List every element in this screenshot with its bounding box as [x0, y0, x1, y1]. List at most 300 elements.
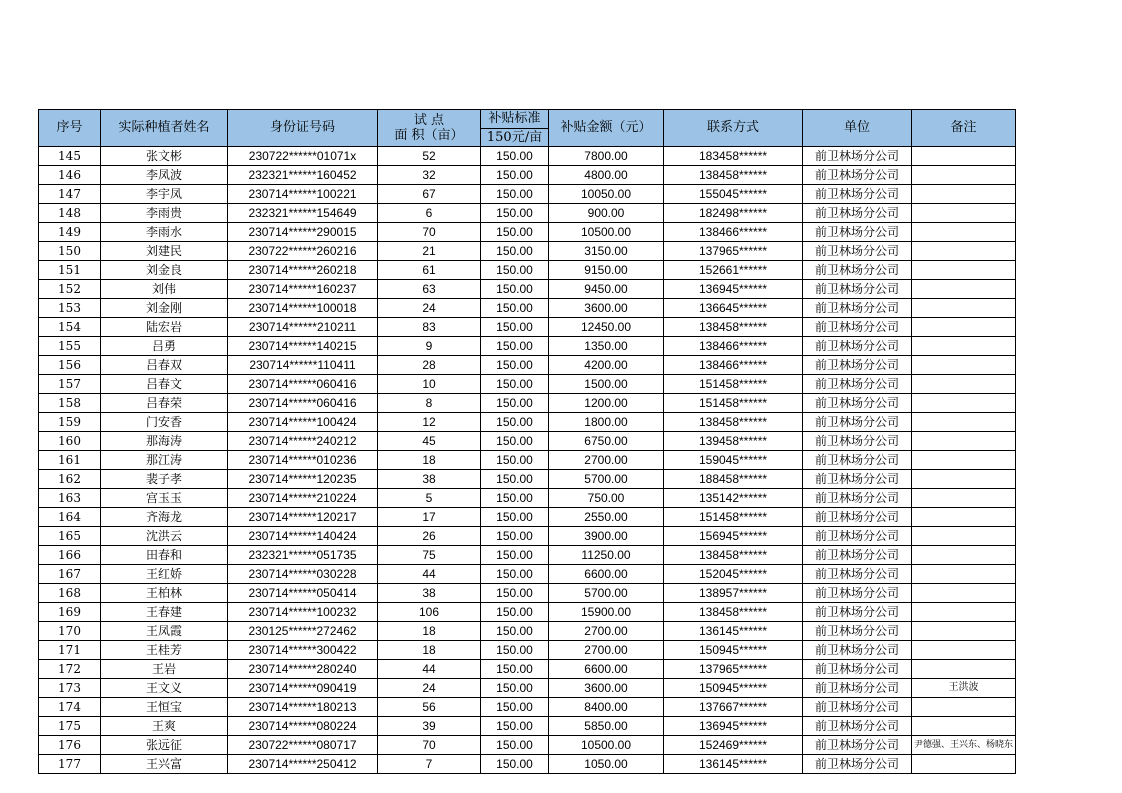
cell-area: 52 — [378, 147, 481, 166]
header-standard: 补贴标准 — [481, 110, 549, 129]
cell-standard: 150.00 — [481, 318, 549, 337]
table-row — [39, 489, 1016, 508]
cell-name: 王恒宝 — [101, 698, 228, 717]
cell-seq: 153 — [39, 299, 101, 318]
cell-name: 刘金良 — [101, 261, 228, 280]
cell-id: 230714******110411 — [228, 356, 378, 375]
cell-unit: 前卫林场分公司 — [803, 698, 912, 717]
cell-unit: 前卫林场分公司 — [803, 660, 912, 679]
table-row — [39, 603, 1016, 622]
cell-unit: 前卫林场分公司 — [803, 432, 912, 451]
cell-area: 28 — [378, 356, 481, 375]
cell-standard: 150.00 — [481, 204, 549, 223]
cell-phone: 159045****** — [664, 451, 803, 470]
cell-area: 44 — [378, 565, 481, 584]
table-row — [39, 698, 1016, 717]
cell-area: 18 — [378, 451, 481, 470]
cell-name: 王春建 — [101, 603, 228, 622]
table-row — [39, 565, 1016, 584]
table-row — [39, 679, 1016, 698]
cell-name: 李宇凤 — [101, 185, 228, 204]
cell-seq: 157 — [39, 375, 101, 394]
cell-amount: 1200.00 — [549, 394, 664, 413]
cell-unit: 前卫林场分公司 — [803, 223, 912, 242]
cell-name: 门安香 — [101, 413, 228, 432]
cell-phone: 136945****** — [664, 717, 803, 736]
cell-name: 吕春荣 — [101, 394, 228, 413]
cell-area: 45 — [378, 432, 481, 451]
cell-unit: 前卫林场分公司 — [803, 204, 912, 223]
cell-id: 230714******260218 — [228, 261, 378, 280]
cell-seq: 160 — [39, 432, 101, 451]
cell-standard: 150.00 — [481, 717, 549, 736]
cell-unit: 前卫林场分公司 — [803, 242, 912, 261]
table-row — [39, 318, 1016, 337]
cell-unit: 前卫林场分公司 — [803, 356, 912, 375]
cell-note — [912, 280, 1016, 299]
cell-area: 6 — [378, 204, 481, 223]
cell-note — [912, 432, 1016, 451]
cell-phone: 136645****** — [664, 299, 803, 318]
cell-area: 67 — [378, 185, 481, 204]
cell-standard: 150.00 — [481, 508, 549, 527]
cell-unit: 前卫林场分公司 — [803, 470, 912, 489]
table-row — [39, 755, 1016, 774]
cell-unit: 前卫林场分公司 — [803, 451, 912, 470]
cell-name: 宫玉玉 — [101, 489, 228, 508]
cell-unit: 前卫林场分公司 — [803, 280, 912, 299]
cell-name: 刘建民 — [101, 242, 228, 261]
cell-standard: 150.00 — [481, 280, 549, 299]
cell-note — [912, 470, 1016, 489]
cell-id: 230714******240212 — [228, 432, 378, 451]
cell-note — [912, 622, 1016, 641]
header-amount: 补贴金额（元） — [549, 110, 664, 147]
cell-seq: 164 — [39, 508, 101, 527]
cell-phone: 182498****** — [664, 204, 803, 223]
cell-standard: 150.00 — [481, 755, 549, 774]
cell-unit: 前卫林场分公司 — [803, 166, 912, 185]
cell-standard: 150.00 — [481, 489, 549, 508]
cell-phone: 138458****** — [664, 546, 803, 565]
table-row — [39, 299, 1016, 318]
header-unit: 单位 — [803, 110, 912, 147]
cell-id: 230722******01071x — [228, 147, 378, 166]
table-row — [39, 242, 1016, 261]
cell-standard: 150.00 — [481, 299, 549, 318]
cell-phone: 138458****** — [664, 318, 803, 337]
cell-seq: 150 — [39, 242, 101, 261]
table-row — [39, 508, 1016, 527]
cell-name: 王凤霞 — [101, 622, 228, 641]
cell-id: 230125******272462 — [228, 622, 378, 641]
cell-seq: 159 — [39, 413, 101, 432]
cell-id: 230714******140424 — [228, 527, 378, 546]
cell-area: 9 — [378, 337, 481, 356]
cell-amount: 3600.00 — [549, 679, 664, 698]
cell-amount: 6750.00 — [549, 432, 664, 451]
cell-area: 10 — [378, 375, 481, 394]
cell-name: 王兴富 — [101, 755, 228, 774]
cell-note — [912, 413, 1016, 432]
cell-phone: 151458****** — [664, 508, 803, 527]
cell-unit: 前卫林场分公司 — [803, 147, 912, 166]
cell-phone: 151458****** — [664, 375, 803, 394]
header-seq: 序号 — [39, 110, 101, 147]
cell-note — [912, 166, 1016, 185]
cell-name: 刘金刚 — [101, 299, 228, 318]
cell-standard: 150.00 — [481, 527, 549, 546]
table-row — [39, 413, 1016, 432]
cell-id: 230714******120235 — [228, 470, 378, 489]
cell-amount: 1800.00 — [549, 413, 664, 432]
cell-unit: 前卫林场分公司 — [803, 185, 912, 204]
cell-unit: 前卫林场分公司 — [803, 527, 912, 546]
cell-id: 232321******160452 — [228, 166, 378, 185]
cell-id: 230714******060416 — [228, 394, 378, 413]
table-header — [39, 110, 1016, 147]
header-contact: 联系方式 — [664, 110, 803, 147]
cell-unit: 前卫林场分公司 — [803, 736, 912, 755]
cell-phone: 136945****** — [664, 280, 803, 299]
cell-amount: 1350.00 — [549, 337, 664, 356]
cell-seq: 148 — [39, 204, 101, 223]
cell-note — [912, 755, 1016, 774]
cell-note — [912, 565, 1016, 584]
cell-seq: 175 — [39, 717, 101, 736]
table-row — [39, 356, 1016, 375]
cell-seq: 174 — [39, 698, 101, 717]
table-row — [39, 280, 1016, 299]
cell-standard: 150.00 — [481, 584, 549, 603]
cell-id: 230714******120217 — [228, 508, 378, 527]
cell-phone: 152661****** — [664, 261, 803, 280]
header-note: 备注 — [912, 110, 1016, 147]
cell-standard: 150.00 — [481, 451, 549, 470]
cell-name: 李雨贵 — [101, 204, 228, 223]
cell-standard: 150.00 — [481, 223, 549, 242]
cell-seq: 176 — [39, 736, 101, 755]
cell-area: 5 — [378, 489, 481, 508]
cell-note — [912, 147, 1016, 166]
cell-area: 44 — [378, 660, 481, 679]
table-row — [39, 736, 1016, 755]
cell-standard: 150.00 — [481, 698, 549, 717]
cell-name: 那江涛 — [101, 451, 228, 470]
cell-name: 齐海龙 — [101, 508, 228, 527]
cell-id: 230714******100018 — [228, 299, 378, 318]
cell-note: 尹德强、王兴东、杨晓东 — [912, 736, 1016, 755]
cell-standard: 150.00 — [481, 432, 549, 451]
table-row — [39, 185, 1016, 204]
cell-phone: 138458****** — [664, 166, 803, 185]
cell-seq: 173 — [39, 679, 101, 698]
header-standard-unit: 150元/亩 — [481, 129, 549, 147]
cell-id: 230722******080717 — [228, 736, 378, 755]
cell-note — [912, 489, 1016, 508]
cell-phone: 136145****** — [664, 755, 803, 774]
cell-amount: 5700.00 — [549, 584, 664, 603]
cell-name: 吕春双 — [101, 356, 228, 375]
cell-area: 24 — [378, 299, 481, 318]
cell-seq: 165 — [39, 527, 101, 546]
cell-name: 陆宏岩 — [101, 318, 228, 337]
cell-note — [912, 546, 1016, 565]
cell-amount: 10500.00 — [549, 223, 664, 242]
cell-amount: 12450.00 — [549, 318, 664, 337]
table-row — [39, 166, 1016, 185]
cell-note — [912, 242, 1016, 261]
cell-amount: 2700.00 — [549, 622, 664, 641]
cell-unit: 前卫林场分公司 — [803, 394, 912, 413]
cell-note — [912, 641, 1016, 660]
cell-phone: 138466****** — [664, 356, 803, 375]
subsidy-table — [38, 109, 1016, 774]
cell-phone: 156945****** — [664, 527, 803, 546]
table-row — [39, 546, 1016, 565]
cell-phone: 137667****** — [664, 698, 803, 717]
cell-phone: 138458****** — [664, 413, 803, 432]
cell-id: 230714******290015 — [228, 223, 378, 242]
cell-name: 吕勇 — [101, 337, 228, 356]
cell-note — [912, 527, 1016, 546]
cell-standard: 150.00 — [481, 603, 549, 622]
cell-name: 王岩 — [101, 660, 228, 679]
cell-amount: 2700.00 — [549, 641, 664, 660]
cell-phone: 152045****** — [664, 565, 803, 584]
cell-phone: 137965****** — [664, 242, 803, 261]
table-row — [39, 223, 1016, 242]
cell-name: 田春和 — [101, 546, 228, 565]
cell-note — [912, 261, 1016, 280]
cell-area: 56 — [378, 698, 481, 717]
cell-amount: 3150.00 — [549, 242, 664, 261]
cell-phone: 138466****** — [664, 223, 803, 242]
cell-standard: 150.00 — [481, 565, 549, 584]
cell-name: 吕春文 — [101, 375, 228, 394]
cell-phone: 151458****** — [664, 394, 803, 413]
cell-note — [912, 356, 1016, 375]
cell-standard: 150.00 — [481, 185, 549, 204]
cell-area: 38 — [378, 584, 481, 603]
cell-seq: 170 — [39, 622, 101, 641]
cell-seq: 168 — [39, 584, 101, 603]
cell-id: 232321******154649 — [228, 204, 378, 223]
cell-amount: 3600.00 — [549, 299, 664, 318]
table-row — [39, 432, 1016, 451]
cell-unit: 前卫林场分公司 — [803, 546, 912, 565]
cell-id: 230714******160237 — [228, 280, 378, 299]
cell-phone: 150945****** — [664, 679, 803, 698]
cell-name: 李雨水 — [101, 223, 228, 242]
cell-seq: 172 — [39, 660, 101, 679]
cell-name: 裴子孝 — [101, 470, 228, 489]
cell-area: 39 — [378, 717, 481, 736]
cell-amount: 750.00 — [549, 489, 664, 508]
cell-standard: 150.00 — [481, 375, 549, 394]
cell-phone: 188458****** — [664, 470, 803, 489]
cell-unit: 前卫林场分公司 — [803, 489, 912, 508]
cell-amount: 8400.00 — [549, 698, 664, 717]
cell-unit: 前卫林场分公司 — [803, 622, 912, 641]
cell-standard: 150.00 — [481, 660, 549, 679]
cell-id: 230714******280240 — [228, 660, 378, 679]
cell-area: 24 — [378, 679, 481, 698]
cell-seq: 158 — [39, 394, 101, 413]
cell-area: 8 — [378, 394, 481, 413]
cell-amount: 9450.00 — [549, 280, 664, 299]
cell-unit: 前卫林场分公司 — [803, 603, 912, 622]
table-row — [39, 394, 1016, 413]
cell-id: 230714******080224 — [228, 717, 378, 736]
cell-amount: 7800.00 — [549, 147, 664, 166]
cell-phone: 138957****** — [664, 584, 803, 603]
cell-phone: 138466****** — [664, 337, 803, 356]
cell-note — [912, 584, 1016, 603]
cell-standard: 150.00 — [481, 736, 549, 755]
cell-standard: 150.00 — [481, 166, 549, 185]
cell-amount: 4800.00 — [549, 166, 664, 185]
cell-note — [912, 451, 1016, 470]
cell-name: 王爽 — [101, 717, 228, 736]
cell-seq: 154 — [39, 318, 101, 337]
cell-phone: 136145****** — [664, 622, 803, 641]
table-body — [39, 147, 1016, 774]
cell-name: 刘伟 — [101, 280, 228, 299]
cell-amount: 1050.00 — [549, 755, 664, 774]
cell-amount: 11250.00 — [549, 546, 664, 565]
cell-area: 83 — [378, 318, 481, 337]
cell-note — [912, 223, 1016, 242]
cell-id: 230714******210211 — [228, 318, 378, 337]
cell-name: 李凤波 — [101, 166, 228, 185]
cell-amount: 4200.00 — [549, 356, 664, 375]
cell-seq: 171 — [39, 641, 101, 660]
cell-id: 230714******010236 — [228, 451, 378, 470]
cell-standard: 150.00 — [481, 242, 549, 261]
cell-seq: 167 — [39, 565, 101, 584]
cell-area: 70 — [378, 736, 481, 755]
cell-seq: 146 — [39, 166, 101, 185]
cell-id: 230714******180213 — [228, 698, 378, 717]
cell-seq: 161 — [39, 451, 101, 470]
cell-area: 17 — [378, 508, 481, 527]
cell-area: 106 — [378, 603, 481, 622]
cell-note — [912, 318, 1016, 337]
cell-area: 18 — [378, 641, 481, 660]
table-row — [39, 375, 1016, 394]
cell-area: 32 — [378, 166, 481, 185]
cell-name: 王红娇 — [101, 565, 228, 584]
cell-name: 张远征 — [101, 736, 228, 755]
cell-standard: 150.00 — [481, 356, 549, 375]
cell-unit: 前卫林场分公司 — [803, 508, 912, 527]
cell-id: 230714******100424 — [228, 413, 378, 432]
cell-id: 230714******140215 — [228, 337, 378, 356]
header-id: 身份证号码 — [228, 110, 378, 147]
cell-seq: 166 — [39, 546, 101, 565]
cell-seq: 169 — [39, 603, 101, 622]
cell-area: 7 — [378, 755, 481, 774]
cell-standard: 150.00 — [481, 470, 549, 489]
cell-standard: 150.00 — [481, 546, 549, 565]
cell-amount: 5700.00 — [549, 470, 664, 489]
table-row — [39, 470, 1016, 489]
cell-note — [912, 337, 1016, 356]
cell-area: 18 — [378, 622, 481, 641]
cell-standard: 150.00 — [481, 147, 549, 166]
cell-name: 王桂芳 — [101, 641, 228, 660]
cell-area: 26 — [378, 527, 481, 546]
cell-phone: 150945****** — [664, 641, 803, 660]
cell-seq: 151 — [39, 261, 101, 280]
header-area — [378, 110, 481, 147]
cell-standard: 150.00 — [481, 337, 549, 356]
cell-amount: 6600.00 — [549, 565, 664, 584]
table-row — [39, 147, 1016, 166]
cell-amount: 3900.00 — [549, 527, 664, 546]
table-row — [39, 337, 1016, 356]
cell-standard: 150.00 — [481, 679, 549, 698]
cell-note: 王洪波 — [912, 679, 1016, 698]
cell-unit: 前卫林场分公司 — [803, 375, 912, 394]
cell-name: 王柏林 — [101, 584, 228, 603]
cell-area: 61 — [378, 261, 481, 280]
cell-phone: 135142****** — [664, 489, 803, 508]
cell-name: 那海涛 — [101, 432, 228, 451]
cell-phone: 137965****** — [664, 660, 803, 679]
cell-seq: 177 — [39, 755, 101, 774]
header-area-line2: 面 积（亩） — [394, 128, 464, 143]
cell-note — [912, 204, 1016, 223]
table-row — [39, 527, 1016, 546]
cell-name: 沈洪云 — [101, 527, 228, 546]
cell-id: 232321******051735 — [228, 546, 378, 565]
cell-amount: 2700.00 — [549, 451, 664, 470]
table-row — [39, 717, 1016, 736]
cell-amount: 5850.00 — [549, 717, 664, 736]
cell-seq: 145 — [39, 147, 101, 166]
cell-id: 230714******300422 — [228, 641, 378, 660]
cell-note — [912, 185, 1016, 204]
header-area-line1: 试 点 — [413, 113, 445, 128]
cell-standard: 150.00 — [481, 641, 549, 660]
cell-amount: 10050.00 — [549, 185, 664, 204]
cell-name: 张文彬 — [101, 147, 228, 166]
cell-note — [912, 698, 1016, 717]
cell-phone: 155045****** — [664, 185, 803, 204]
cell-id: 230714******210224 — [228, 489, 378, 508]
cell-amount: 15900.00 — [549, 603, 664, 622]
cell-seq: 162 — [39, 470, 101, 489]
cell-id: 230722******260216 — [228, 242, 378, 261]
cell-note — [912, 660, 1016, 679]
cell-amount: 10500.00 — [549, 736, 664, 755]
cell-unit: 前卫林场分公司 — [803, 755, 912, 774]
cell-id: 230714******050414 — [228, 584, 378, 603]
table-row — [39, 641, 1016, 660]
cell-note — [912, 717, 1016, 736]
cell-unit: 前卫林场分公司 — [803, 318, 912, 337]
cell-note — [912, 375, 1016, 394]
cell-id: 230714******090419 — [228, 679, 378, 698]
cell-phone: 183458****** — [664, 147, 803, 166]
cell-amount: 6600.00 — [549, 660, 664, 679]
cell-area: 75 — [378, 546, 481, 565]
cell-unit: 前卫林场分公司 — [803, 641, 912, 660]
cell-unit: 前卫林场分公司 — [803, 299, 912, 318]
cell-amount: 1500.00 — [549, 375, 664, 394]
